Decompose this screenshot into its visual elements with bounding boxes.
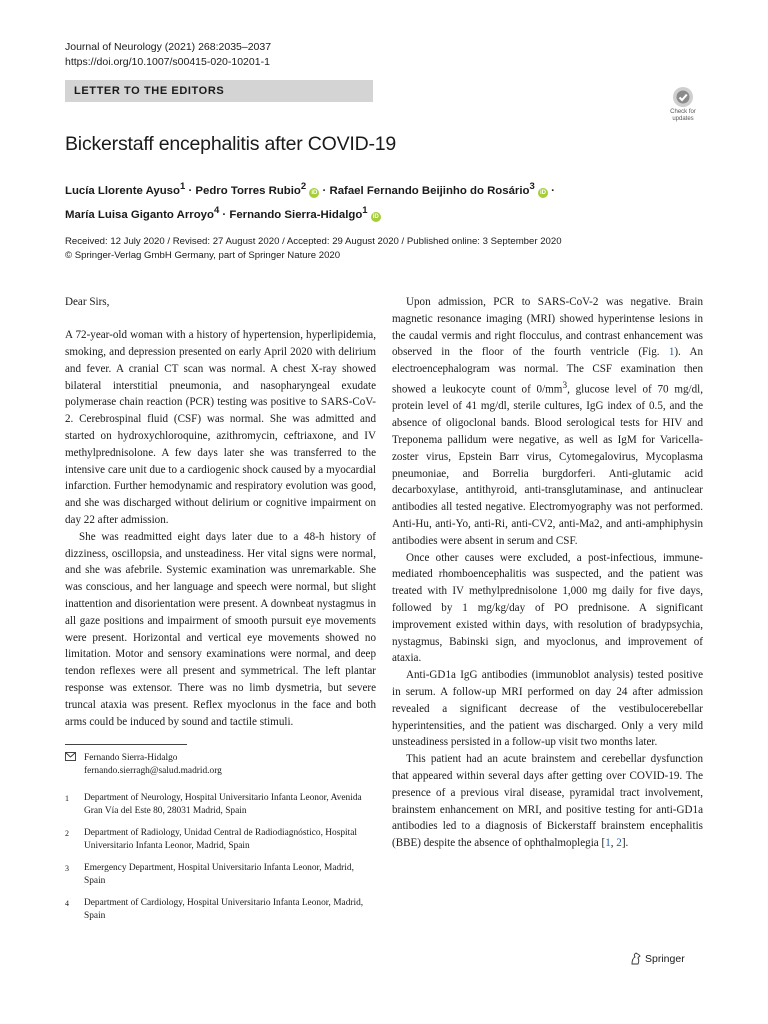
affiliation-number: 4 bbox=[65, 899, 69, 908]
author-line-1: Lucía Llorente Ayuso$^1$ · Pedro Torres Rubio$^2$ iD · Rafael Fernando Beijinho do Rosário$^3$ iD · bbox=[65, 181, 555, 197]
body-paragraph: A 72-year-old woman with a history of hypertension, hyperlipidemia, smoking, and depression presented on early April 2020 with delirium and fever. A cranial CT scan was normal. A chest X-ray showed bilateral interstitial pneumonia, and nasopharyngeal exudate polymerase chain reaction (PCR) testing was positive to SARS-CoV-2. Cerebrospinal fluid (CSF) was normal. She was admitted and started on hydroxychloroquine, azithromycin, ceftriaxone, and IV methylprednisolone. A few days later she was transferred to the intensive care unit due to a cardiogenic shock caused by a myocardial infarction. Further hemodynamic and respiratory evolution was good, and she was discharged without delirium or cognitive impairment on day 22 after admission. bbox=[65, 329, 376, 527]
superscript: 3 bbox=[562, 380, 568, 391]
correspondence-note bbox=[65, 752, 376, 778]
affiliation-item bbox=[65, 827, 376, 853]
article-history bbox=[65, 235, 705, 262]
check-for-updates-badge[interactable] bbox=[663, 86, 703, 124]
page-footer bbox=[630, 952, 685, 965]
footnote-divider bbox=[65, 744, 187, 745]
text-run: , bbox=[610, 837, 617, 850]
text-run: ]. bbox=[621, 837, 629, 850]
text-run: ). An electroencephalogram was normal. The CSF examination then showed a leukocyte count of 0/mm bbox=[392, 346, 703, 396]
check-badge-line1: Check for bbox=[670, 109, 696, 115]
author-affiliation-sup: 2 bbox=[300, 181, 307, 192]
affiliation-number: 1 bbox=[65, 794, 69, 803]
article-title: Bickerstaff encephalitis after COVID-19 bbox=[65, 133, 397, 155]
springer-horse-icon bbox=[630, 952, 642, 965]
affiliation-item bbox=[65, 897, 376, 923]
check-badge-line2: updates bbox=[672, 115, 694, 122]
affiliation-text: Emergency Department, Hospital Universitario Infanta Leonor, Madrid, Spain bbox=[84, 863, 354, 886]
body-paragraph bbox=[392, 294, 703, 550]
author-name[interactable]: María Luisa Giganto Arroyo bbox=[65, 208, 214, 221]
doi-link[interactable]: https://doi.org/10.1007/s00415-020-10201-1 bbox=[65, 56, 270, 68]
copyright-line: © Springer-Verlag GmbH Germany, part of Springer Nature 2020 bbox=[65, 249, 341, 261]
affiliation-item bbox=[65, 862, 376, 888]
reference-link[interactable]: 1 bbox=[605, 837, 611, 850]
check-for-updates-icon bbox=[672, 86, 694, 108]
body-paragraph: Once other causes were excluded, a post-infectious, immune-mediated rhomboencephalitis was suspected, and the patient was treated with IV methylprednisolone 1,000 mg daily for five days, followed by 1 mg/kg/day of PO prednisone. A significant improvement existed within days, with resolution of bradypsychia, nystagmus, Babinski sign, and myoclonus, and improvement of ataxia. bbox=[392, 551, 703, 665]
body-column-left bbox=[65, 294, 376, 730]
orcid-icon[interactable]: iD bbox=[372, 213, 379, 220]
envelope-icon bbox=[65, 752, 76, 765]
body-column-right bbox=[392, 294, 703, 852]
section-banner: LETTER TO THE EDITORS bbox=[65, 80, 373, 102]
affiliation-text: Department of Cardiology, Hospital Universitario Infanta Leonor, Madrid, Spain bbox=[84, 898, 364, 921]
publisher-name: Springer bbox=[645, 952, 685, 965]
affiliation-number: 2 bbox=[65, 829, 69, 838]
author-name[interactable]: Lucía Llorente Ayuso bbox=[65, 184, 180, 197]
affiliation-text: Department of Neurology, Hospital Universitario Infanta Leonor, Avenida Gran Vía del Este 80, 28031 Madrid, Spain bbox=[84, 793, 362, 816]
body-paragraph: She was readmitted eight days later due to a 48-h history of dizziness, oscillopsia, and unsteadiness. Her vital signs were normal, and she was afebrile. Systemic examination was unremarkable. She was conscious, and her language and speech were normal, but slight inattention and disorientation were present. A downbeat nystagmus in all gaze positions and impairment of smooth pursuit eye movements were present. Horizontal and vertical eye movements showed no limitation. Motor and sensory examinations were normal, and deep tendon reflexes were all present and symmetrical. The left plantar response was extensor. There was no limb dysmetria, but severe truncal ataxia was present. Reflex myoclonus in the face and both arms could be induced by sound and tactile stimuli. bbox=[65, 530, 376, 728]
author-affiliation-sup: 1 bbox=[179, 181, 186, 192]
orcid-icon[interactable]: iD bbox=[311, 189, 318, 196]
author-affiliation-sup: 4 bbox=[213, 204, 220, 216]
affiliation-item bbox=[65, 792, 376, 818]
journal-citation: Journal of Neurology (2021) 268:2035–2037 bbox=[65, 41, 272, 53]
author-name[interactable]: Pedro Torres Rubio bbox=[195, 184, 301, 197]
figure-link[interactable]: 1 bbox=[668, 346, 675, 359]
body-paragraph: Anti-GD1a IgG antibodies (immunoblot analysis) tested positive in serum. A follow-up MRI performed on day 24 after admission revealed a significant decrease of the vestibulocerebellar hyperintensities, and the patient was discharged. Only a very mild unsteadiness persisted in a follow-up visit two months later. bbox=[392, 669, 703, 749]
body-paragraph bbox=[392, 751, 703, 852]
salutation: Dear Sirs, bbox=[65, 296, 110, 308]
affiliation-text: Department of Radiology, Unidad Central de Radiodiagnóstico, Hospital Universitario Infanta Leonor, Madrid, Spain bbox=[84, 828, 358, 851]
author-affiliation-sup: 3 bbox=[529, 181, 535, 192]
author-affiliation-sup: 1 bbox=[362, 204, 368, 216]
history-dates: Received: 12 July 2020 / Revised: 27 August 2020 / Accepted: 29 August 2020 / Published online: 3 September 2020 bbox=[65, 236, 562, 247]
orcid-icon[interactable]: iD bbox=[539, 189, 546, 196]
text-run: , glucose level of 70 mg/dl, protein level of 41 mg/dl, sterile cultures, IgG index of 0.5, and the absence of oligoclonal bands. Blood serological tests for HIV and Treponema pallidum were negative, as well as IgM for Varicella-zoster virus, Epstein Barr virus, Cytomegalovirus, Mycoplasma pneumoniae, and Borrelia burgdorferi. Anti-glutamic acid decarboxylase, antithyroid, anti-transglutaminase, and antinuclear antibodies all tested negative. Electromyography was not performed. Anti-Hu, anti-Yo, anti-Ri, anti-CV2, anti-Ma2, and anti-amphiphysin antibodies were absent in serum and CSF. bbox=[392, 383, 703, 547]
author-list bbox=[65, 177, 705, 225]
affiliation-number: 3 bbox=[65, 864, 69, 873]
author-line-2: María Luisa Giganto Arroyo$^4$ · Fernando Sierra-Hidalgo$^1$ iD bbox=[65, 204, 379, 221]
text-run: This patient had an acute brainstem and cerebellar dysfunction that appeared within several days after getting over COVID-19. The presence of a previous viral disease, pyramidal tract involvement, brainstem enhancement on MRI, and positive testing for anti-GD1a antibodies led to a diagnosis of Bickerstaff brainstem encephalitis (BBE) despite the absence of ophthalmoplegia [ bbox=[392, 753, 703, 850]
journal-header bbox=[65, 40, 271, 70]
corresponding-author-email[interactable]: fernando.sierragh@salud.madrid.org bbox=[84, 766, 222, 776]
footnotes bbox=[65, 752, 376, 932]
reference-link[interactable]: 2 bbox=[616, 837, 622, 850]
corresponding-author-name: Fernando Sierra-Hidalgo bbox=[84, 753, 178, 763]
text-run: Upon admission, PCR to SARS-CoV-2 was negative. Brain magnetic resonance imaging (MRI) showed hyperintense lesions in the caudal vermis and right flocculus, and contrast enhancement was observed in the floor of the fourth ventricle (Fig. bbox=[392, 296, 703, 359]
author-name[interactable]: Rafael Fernando Beijinho do Rosário bbox=[329, 184, 530, 197]
author-name[interactable]: Fernando Sierra-Hidalgo bbox=[229, 208, 363, 221]
